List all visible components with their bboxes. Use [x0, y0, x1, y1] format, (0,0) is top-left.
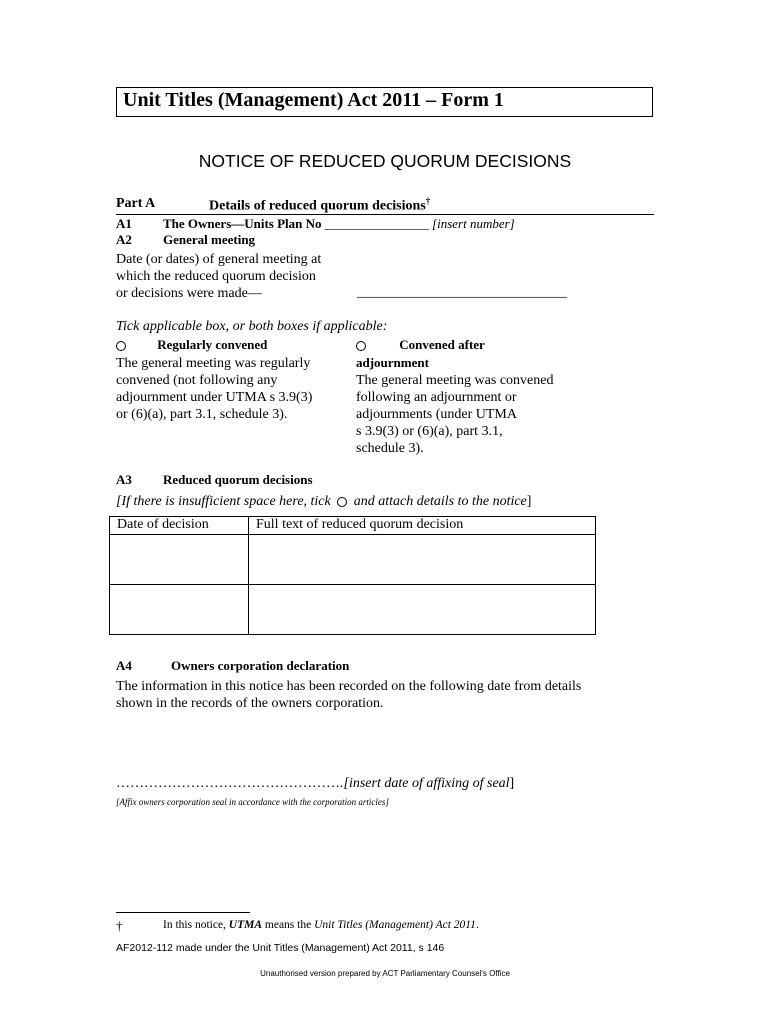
table-header-text: Full text of reduced quorum decision: [249, 517, 596, 535]
option-adjourned-title-2: adjournment: [356, 355, 429, 370]
a3-note-close: ]: [526, 494, 532, 509]
a3-number: A3: [116, 472, 132, 487]
footnote-mark: †: [116, 918, 123, 933]
option-regular-heading: [116, 337, 267, 353]
adjourned-checkbox-icon[interactable]: [356, 341, 366, 351]
footnote-end: .: [475, 919, 479, 931]
part-a-dagger: †: [425, 196, 431, 206]
seal-note: [Affix owners corporation seal in accordance with the corporation articles]: [116, 797, 389, 807]
a2-date-line-3: or decisions were made—: [116, 286, 262, 301]
a2-date-line-1: Date (or dates) of general meeting at: [116, 252, 322, 267]
a2-date-line-2: which the reduced quorum decision: [116, 269, 316, 284]
a4-title: Owners corporation declaration: [171, 658, 350, 673]
table-row: [110, 535, 596, 585]
table-cell-date[interactable]: [110, 535, 249, 585]
table-header-date: Date of decision: [110, 517, 249, 535]
a2-title: General meeting: [163, 232, 256, 247]
footnote-act: Unit Titles (Management) Act 2011: [314, 919, 476, 931]
a4-line-1: The information in this notice has been recorded on the following date from details: [116, 679, 582, 694]
a1-line: [163, 216, 515, 232]
seal-date-close: ]: [509, 776, 515, 791]
part-a-title-text: Details of reduced quorum decisions: [209, 198, 426, 214]
a1-text: The Owners—Units Plan No: [163, 216, 322, 231]
table-cell-text[interactable]: [249, 535, 596, 585]
part-a-label: Part A: [116, 196, 156, 211]
option-regular-line: or (6)(a), part 3.1, schedule 3).: [116, 407, 288, 422]
part-a-title: [209, 196, 430, 215]
option-adjourned-text: [356, 372, 553, 457]
footnote-text: [163, 919, 479, 931]
option-adjourned-line: following an adjournment or: [356, 390, 517, 405]
a3-note-text-1: [If there is insufficient space here, tick: [116, 494, 331, 509]
form-title: Unit Titles (Management) Act 2011 – Form 1: [123, 89, 504, 111]
form-title-box: [116, 87, 653, 117]
a2-date-question: [116, 251, 321, 302]
option-regular-line: convened (not following any: [116, 373, 278, 388]
notice-heading: NOTICE OF REDUCED QUORUM DECISIONS: [198, 151, 572, 171]
a3-title: Reduced quorum decisions: [163, 472, 313, 487]
table-cell-text[interactable]: [249, 585, 596, 635]
a1-number: A1: [116, 216, 132, 231]
option-adjourned-title-1: Convened after: [399, 337, 485, 352]
table-cell-date[interactable]: [110, 585, 249, 635]
a2-date-blank[interactable]: ______________________________: [357, 285, 567, 300]
option-adjourned-line: schedule 3).: [356, 441, 424, 456]
table-header-row: [110, 517, 596, 535]
a3-note-text-2: and attach details to the notice: [353, 494, 527, 509]
table-row: [110, 585, 596, 635]
footnote-term: UTMA: [228, 919, 263, 931]
a4-number: A4: [116, 658, 132, 673]
option-regular-line: adjournment under UTMA s 3.9(3): [116, 390, 313, 405]
decisions-table: [109, 516, 596, 635]
option-adjourned-heading: [356, 337, 485, 353]
a2-number: A2: [116, 232, 132, 247]
a1-blank[interactable]: ________________: [324, 216, 429, 231]
footnote-middle: means the: [264, 919, 312, 931]
option-regular-title: Regularly convened: [157, 337, 268, 352]
option-adjourned-line: adjournments (under UTMA: [356, 407, 517, 422]
tick-instruction: Tick applicable box, or both boxes if applicable:: [116, 319, 388, 334]
a4-declaration: [116, 678, 581, 712]
a3-note: [116, 494, 531, 510]
a4-line-2: shown in the records of the owners corporation.: [116, 696, 384, 711]
option-adjourned-line: The general meeting was convened: [356, 373, 554, 388]
option-regular-line: The general meeting was regularly: [116, 356, 311, 371]
footnote-rule: [116, 912, 250, 913]
regular-checkbox-icon[interactable]: [116, 341, 126, 351]
seal-date-line: [116, 776, 514, 792]
option-adjourned-line: s 3.9(3) or (6)(a), part 3.1,: [356, 424, 503, 439]
attach-checkbox-icon[interactable]: [337, 497, 347, 507]
a1-hint: [insert number]: [432, 216, 515, 231]
footer-unauthorised: Unauthorised version prepared by ACT Parliamentary Counsel's Office: [260, 969, 510, 978]
footer-citation: AF2012-112 made under the Unit Titles (Management) Act 2011, s 146: [116, 942, 445, 954]
seal-date-hint: .[insert date of affixing of seal: [340, 776, 510, 791]
seal-date-dots[interactable]: …………………………………………: [116, 776, 340, 791]
part-a-rule: [116, 214, 654, 215]
option-regular-text: [116, 355, 312, 423]
footnote-prefix: In this notice,: [163, 919, 226, 931]
